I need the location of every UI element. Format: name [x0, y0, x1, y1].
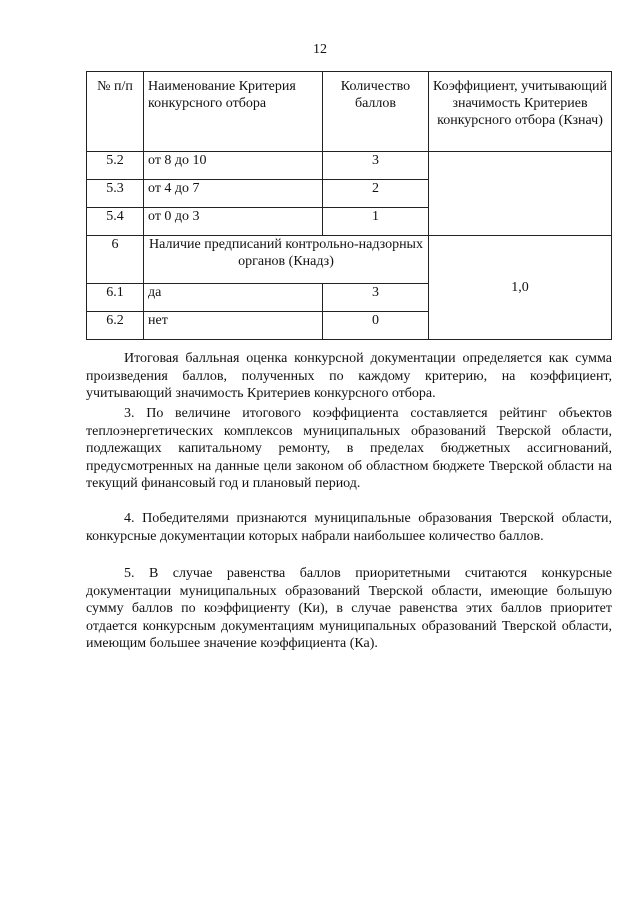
header-coef: Коэффициент, учитывающий значимость Критериев конкурсного отбора (Кзнач) — [429, 72, 612, 152]
row-name: да — [144, 284, 323, 312]
row-name: нет — [144, 312, 323, 340]
table-group-row — [87, 236, 612, 284]
row-score: 1 — [323, 208, 429, 236]
coef-cell-empty — [429, 152, 612, 236]
paragraph-5-tie: 5. В случае равенства баллов приоритетными считаются конкурсные документации муниципальных образований Тверской области, имеющие большую сумму баллов по коэффициенту (Ки), в случае равенства этих баллов приоритет отдается конкурсным документациям муниципальных образований Тверской области, имеющим большее значение коэффициента (Ка). — [86, 566, 612, 651]
paragraph-4-winners: 4. Победителями признаются муниципальные образования Тверской области, конкурсные документации которых набрали наибольшее количество баллов. — [86, 511, 612, 544]
paragraph-3-rating: 3. По величине итогового коэффициента составляется рейтинг объектов теплоэнергетических комплексов муниципальных образований Тверской области, подлежащих капитальному ремонту, в пределах бюджетных ассигнований, предусмотренных на данные цели законом об областном бюджете Тверской области на текущий финансовый год и плановый период. — [86, 406, 612, 491]
row-name: от 0 до 3 — [144, 208, 323, 236]
header-score: Количество баллов — [323, 72, 429, 152]
row-score: 3 — [323, 152, 429, 180]
criteria-table — [86, 71, 612, 340]
row-num: 5.4 — [87, 208, 144, 236]
table-header-row — [87, 72, 612, 152]
group-title: Наличие предписаний контрольно-надзорных органов (Кнадз) — [144, 236, 429, 284]
page-number: 12 — [313, 42, 327, 57]
row-score: 0 — [323, 312, 429, 340]
paragraph-total-score: Итоговая балльная оценка конкурсной документации определяется как сумма произведения баллов, полученных по каждому критерию, на коэффициент, учитывающий значимость Критериев конкурсного отбора. — [86, 351, 612, 401]
row-num: 5.2 — [87, 152, 144, 180]
row-num: 5.3 — [87, 180, 144, 208]
row-num: 6.1 — [87, 284, 144, 312]
row-score: 2 — [323, 180, 429, 208]
header-num: № п/п — [87, 72, 144, 152]
group-num: 6 — [87, 236, 144, 284]
coef-value: 1,0 — [429, 236, 612, 340]
row-score: 3 — [323, 284, 429, 312]
row-name: от 8 до 10 — [144, 152, 323, 180]
table-row — [87, 152, 612, 180]
header-name: Наименование Критерия конкурсного отбора — [144, 72, 323, 152]
row-name: от 4 до 7 — [144, 180, 323, 208]
row-num: 6.2 — [87, 312, 144, 340]
